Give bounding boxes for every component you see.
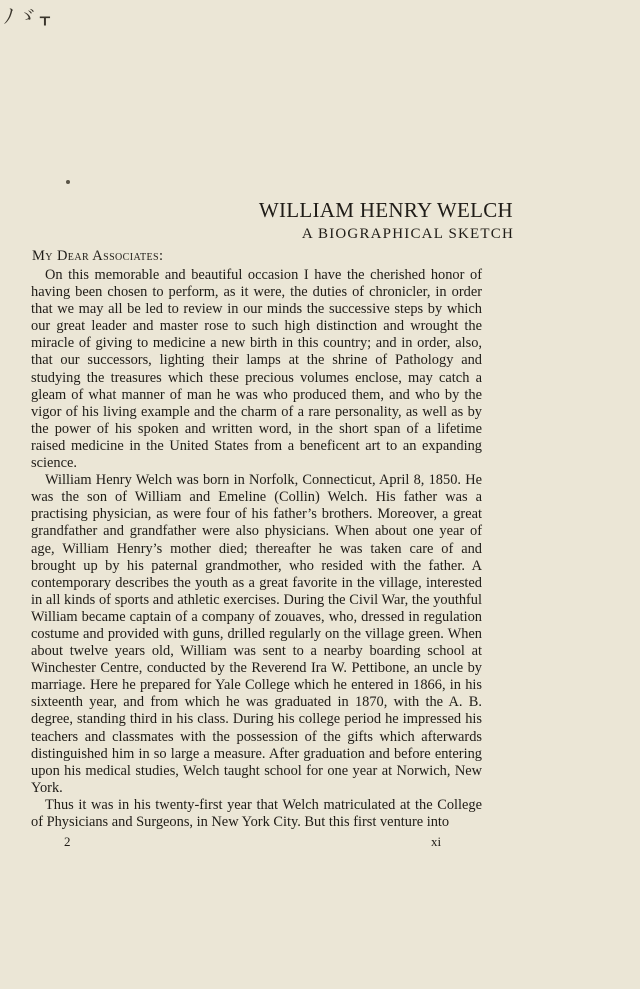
page-subtitle: A BIOGRAPHICAL SKETCH xyxy=(301,226,514,242)
paragraph: William Henry Welch was born in Norfolk, Connecticut, April 8, 1850. He was the son of William and Emeline (Collin) Welch. His father was a practising physician, as were four of his father’s brothers. Moreover, a great grandfather and grandfather were also physicians. When about one year of age, William Henry’s mother died; thereafter he was taken care of and brought up by his paternal grandmother, who resided with the father. A contemporary describes the youth as a great favorite in the village, interested in all kinds of sports and athletic exercises. During the Civil War, the youthful William became captain of a company of zouaves, who, dressed in regulation costume and provided with guns, drilled regularly on the village green. When about twelve years old, William was sent to a nearby boarding school at Winchester Centre, conducted by the Reverend Ira W. Pettibone, an uncle by marriage. Here he prepared for Yale College which he entered in 1866, in his sixteenth year, and from which he was graduated in 1870, with the A. B. degree, standing third in his class. During his college period he impressed his teachers and classmates with the possession of the gifts which afterwards distinguished him in so large a measure. After graduation and before entering upon his medical studies, Welch taught school for one year at Norwich, New York. xyxy=(31,472,482,796)
page-number: xi xyxy=(431,834,442,849)
salutation: My Dear Associates: xyxy=(32,248,164,264)
body-text xyxy=(31,267,482,831)
signature-mark: 2 xyxy=(64,834,71,849)
page-corner-mark: ﾉ ゞ ᚁ xyxy=(4,6,49,28)
paragraph: Thus it was in his twenty-first year that Welch matriculated at the College of Physicians and Surgeons, in New York City. But this first venture into xyxy=(31,796,482,830)
paragraph: On this memorable and beautiful occasion I have the cherished honor of having been chosen to perform, as it were, the duties of chronicler, in order that we may all be led to review in our minds the successive steps by which our great leader and master rose to such high distinction and wrought the miracle of giving to medicine a new birth in this country; and in order, also, that our successors, lighting their lamps at the shrine of Pathology and studying the treasures which these precious volumes enclose, may catch a gleam of what manner of man he was who produced them, and who by the vigor of his living example and the charm of a rare personality, as well as by the power of his spoken and written word, in the short span of a lifetime raised medicine in the United States from a beneficent art to an expanding science. xyxy=(31,267,482,472)
stray-dot xyxy=(66,180,70,184)
page-title: WILLIAM HENRY WELCH xyxy=(258,198,513,222)
